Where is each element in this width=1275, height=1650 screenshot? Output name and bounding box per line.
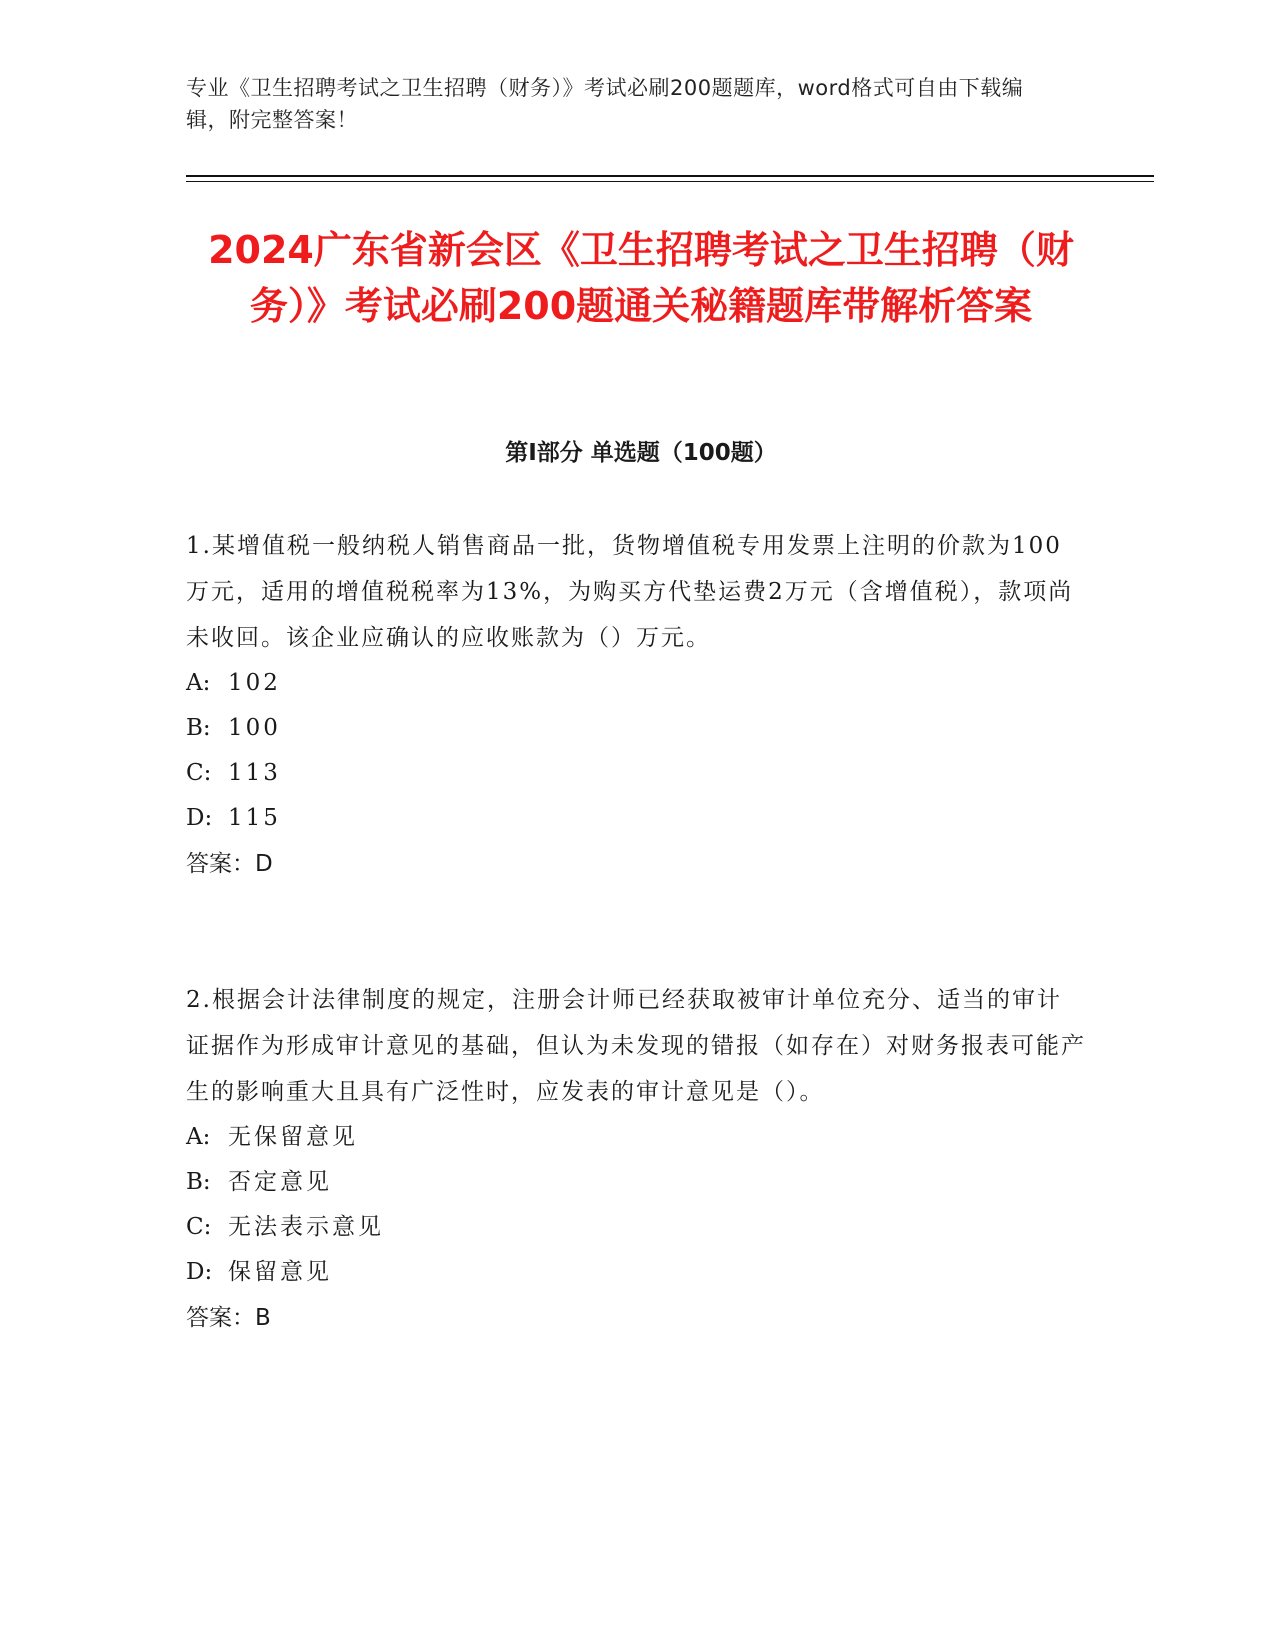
option-key: D: <box>186 1259 213 1285</box>
option-key: A: <box>186 1124 211 1150</box>
question-stem: 1.某增值税一般纳税人销售商品一批，货物增值税专用发票上注明的价款为100万元，适用的增值税税率为13%，为购买方代垫运费2万元（含增值税），款项尚未收回。该企业应确认的应收账款为（）万元。 <box>186 533 1074 651</box>
header-note: 专业《卫生招聘考试之卫生招聘（财务）》考试必刷200题题库，word格式可自由下载编辑，附完整答案！ <box>186 76 1024 132</box>
document-title: 2024广东省新会区《卫生招聘考试之卫生招聘（财务）》考试必刷200题通关秘籍题库带解析答案 <box>208 228 1074 328</box>
option-d <box>186 1250 1086 1295</box>
option-key: C: <box>186 1214 212 1240</box>
question-1 <box>186 523 1086 887</box>
option-a <box>186 1115 1086 1160</box>
section-heading: 第I部分 单选题（100题） <box>505 440 777 466</box>
option-key: C: <box>186 760 212 786</box>
option-key: B: <box>186 715 211 741</box>
option-text: 无法表示意见 <box>228 1214 384 1240</box>
option-text: 102 <box>228 670 281 696</box>
option-key: A: <box>186 670 211 696</box>
answer-line: 答案：B <box>186 1305 271 1331</box>
option-a <box>186 661 1086 706</box>
option-b <box>186 1160 1086 1205</box>
option-key: D: <box>186 805 213 831</box>
answer-line: 答案：D <box>186 851 273 877</box>
question-2 <box>186 977 1086 1341</box>
option-text: 115 <box>228 805 281 831</box>
option-b <box>186 706 1086 751</box>
option-text: 100 <box>228 715 281 741</box>
option-text: 113 <box>228 760 281 786</box>
option-text: 否定意见 <box>228 1169 332 1195</box>
option-text: 无保留意见 <box>228 1124 358 1150</box>
header-rule-thick <box>186 175 1154 177</box>
option-text: 保留意见 <box>228 1259 332 1285</box>
option-c <box>186 1205 1086 1250</box>
option-c <box>186 751 1086 796</box>
option-d <box>186 796 1086 841</box>
header-rule-thin <box>186 181 1154 182</box>
question-stem: 2.根据会计法律制度的规定，注册会计师已经获取被审计单位充分、适当的审计证据作为形成审计意见的基础，但认为未发现的错报（如存在）对财务报表可能产生的影响重大且具有广泛性时，应发表的审计意见是（）。 <box>186 987 1086 1105</box>
option-key: B: <box>186 1169 211 1195</box>
